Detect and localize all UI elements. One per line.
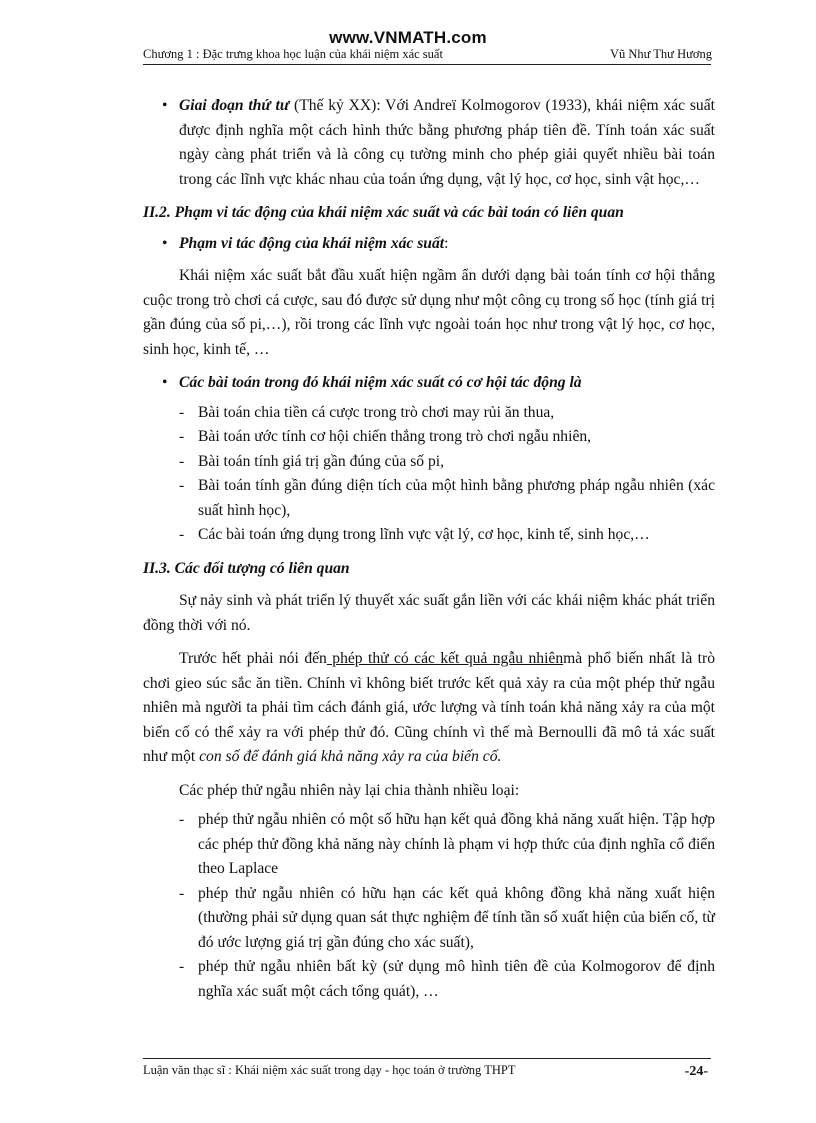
scope-bullet <box>143 232 715 257</box>
dash-marker: - <box>179 811 185 828</box>
stage4-bullet <box>143 94 715 192</box>
footer-rule <box>143 1058 711 1059</box>
stage4-text: (Thế kỷ XX): Với Andreï Kolmogorov (1933), khái niệm xác suất được định nghĩa một cách hình thức bằng phương pháp tiên đề. Tính toán xác suất ngày càng phát triển và là công cụ tường minh cho phép giải quyết nhiều bài toán trong các lĩnh vực khác nhau của toán ứng dụng, vật lý học, cơ học, sinh vật học,… <box>179 97 715 188</box>
list-item: - Các bài toán ứng dụng trong lĩnh vực vật lý, cơ học, kinh tế, sinh học,… <box>143 523 715 548</box>
list-item: - phép thử ngẫu nhiên bất kỳ (sử dụng mô hình tiên đề của Kolmogorov để định nghĩa xác suất một cách tổng quát), … <box>143 955 715 1004</box>
header-chapter: Chương 1 : Đặc trưng khoa học luận của khái niệm xác suất <box>143 47 443 61</box>
bullet-icon: • <box>162 234 168 252</box>
dash-marker: - <box>179 958 185 975</box>
list-item: - Bài toán chia tiền cá cược trong trò chơi may rủi ăn thua, <box>143 401 715 426</box>
dash-marker: - <box>179 477 185 494</box>
scope-colon: : <box>444 234 449 252</box>
types-list <box>143 808 715 1004</box>
footer-thesis-title: Luận văn thạc sĩ : Khái niệm xác suất trong dạy - học toán ở trường THPT <box>143 1063 516 1077</box>
list-item: - phép thử ngẫu nhiên có hữu hạn các kết quả không đồng khả năng xuất hiện (thường phải sử dụng quan sát thực nghiệm để tính tần số xuất hiện của biến cố, từ đó ước lượng giá trị gần đúng cho xác suất), <box>143 882 715 956</box>
dash-marker: - <box>179 403 185 421</box>
site-watermark: www.VNMATH.com <box>329 28 487 47</box>
dash-marker: - <box>179 452 185 470</box>
problems-title: Các bài toán trong đó khái niệm xác suất có cơ hội tác động là <box>179 374 582 391</box>
list-item: - Bài toán tính gần đúng diện tích của một hình bằng phương pháp ngẫu nhiên (xác suất hình học), <box>143 474 715 523</box>
page-content <box>143 90 715 1004</box>
problems-list <box>143 401 715 548</box>
stage4-label: Giai đoạn thứ tư <box>179 97 290 114</box>
section3-heading: II.3. Các đối tượng có liên quan <box>143 559 350 577</box>
bullet-icon: • <box>162 97 168 114</box>
italic-definition: con số để đánh giá khả năng xảy ra của biến cố. <box>199 748 502 765</box>
scope-title: Phạm vi tác động của khái niệm xác suất <box>179 234 445 252</box>
bullet-icon: • <box>162 374 168 391</box>
underlined-term: phép thử có các kết quả ngẫu nhiên <box>326 650 564 667</box>
list-item: - phép thử ngẫu nhiên có một số hữu hạn kết quả đồng khả năng xuất hiện. Tập hợp các phép thử đồng khả năng này chính là phạm vi hợp thức của định nghĩa cổ điển theo Laplace <box>143 808 715 882</box>
dash-marker: - <box>179 428 185 445</box>
dash-marker: - <box>179 884 185 902</box>
dash-marker: - <box>179 526 185 543</box>
section3-paragraph-3: Các phép thử ngẫu nhiên này lại chia thành nhiều loại: <box>179 781 520 799</box>
list-item: - Bài toán tính giá trị gần đúng của số pi, <box>143 450 715 475</box>
page-number: -24- <box>684 1064 708 1079</box>
header-rule <box>143 64 711 65</box>
section3-paragraph-2: Trước hết phải nói đến phép thử có các kết quả ngẫu nhiênmà phổ biến nhất là trò chơi gieo súc sắc ăn tiền. Chính vì không biết trước kết quả xảy ra của một phép thử ngẫu nhiên mà người ta phải tìm cách đánh giá, ước lượng và tính toán khả năng xảy ra của một biến cố có thể xảy ra với phép thử đó. Cũng chính vì thế mà Bernoulli đã mô tả xác suất như một con số để đánh giá khả năng xảy ra của biến cố. <box>143 650 715 765</box>
header-author: Vũ Như Thư Hương <box>609 47 712 61</box>
list-item: - Bài toán ước tính cơ hội chiến thắng trong trò chơi ngẫu nhiên, <box>143 425 715 450</box>
section3-paragraph-1: Sự nảy sinh và phát triển lý thuyết xác suất gắn liền với các khái niệm khác phát triển đồng thời với nó. <box>143 592 715 634</box>
scope-paragraph: Khái niệm xác suất bắt đầu xuất hiện ngầm ẩn dưới dạng bài toán tính cơ hội thắng cuộc trong trò chơi cá cược, sau đó được sử dụng như một công cụ trong số học (tính giá trị gần đúng của số pi,…), rồi trong các lĩnh vực ngoài toán học như trong vật lý học, cơ học, sinh học, kinh tế, … <box>143 267 715 358</box>
section2-heading: II.2. Phạm vi tác động của khái niệm xác suất và các bài toán có liên quan <box>143 204 624 221</box>
problems-bullet <box>143 371 715 396</box>
